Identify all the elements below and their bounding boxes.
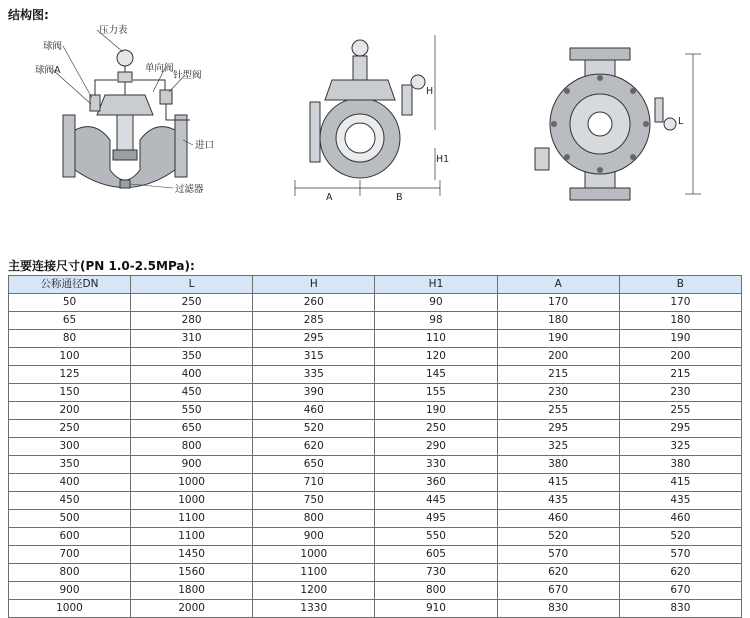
- cell-a: 200: [497, 348, 619, 366]
- cell-l: 1450: [131, 546, 253, 564]
- table-row: [9, 474, 742, 492]
- cell-dn: 800: [9, 564, 131, 582]
- cell-a: 570: [497, 546, 619, 564]
- cell-dn: 1000: [9, 600, 131, 618]
- table-row: [9, 330, 742, 348]
- cell-dn: 350: [9, 456, 131, 474]
- cell-a: 230: [497, 384, 619, 402]
- cell-a: 215: [497, 366, 619, 384]
- cell-h1: 495: [375, 510, 497, 528]
- cell-l: 450: [131, 384, 253, 402]
- cell-h: 900: [253, 528, 375, 546]
- cell-dn: 250: [9, 420, 131, 438]
- table-row: [9, 510, 742, 528]
- cell-l: 1000: [131, 474, 253, 492]
- cell-a: 190: [497, 330, 619, 348]
- cell-b: 380: [619, 456, 741, 474]
- cell-a: 520: [497, 528, 619, 546]
- table-row: [9, 600, 742, 618]
- cell-b: 255: [619, 402, 741, 420]
- cell-h1: 330: [375, 456, 497, 474]
- cell-b: 200: [619, 348, 741, 366]
- table-header-row: [9, 276, 742, 294]
- cell-l: 900: [131, 456, 253, 474]
- table-row: [9, 456, 742, 474]
- cell-h1: 290: [375, 438, 497, 456]
- cell-l: 550: [131, 402, 253, 420]
- table-row: [9, 564, 742, 582]
- cell-dn: 600: [9, 528, 131, 546]
- cell-b: 620: [619, 564, 741, 582]
- table-body: [9, 294, 742, 618]
- cell-b: 190: [619, 330, 741, 348]
- cell-l: 1000: [131, 492, 253, 510]
- header-dn: 公称通径DN: [9, 276, 131, 294]
- cell-b: 180: [619, 312, 741, 330]
- header-a: A: [497, 276, 619, 294]
- label-check-valve: 单向阀: [145, 63, 174, 74]
- cell-a: 380: [497, 456, 619, 474]
- table-row: [9, 528, 742, 546]
- cell-b: 435: [619, 492, 741, 510]
- cell-h1: 250: [375, 420, 497, 438]
- cell-dn: 150: [9, 384, 131, 402]
- valve-side-drawing: [515, 28, 705, 218]
- cell-b: 830: [619, 600, 741, 618]
- table-row: [9, 312, 742, 330]
- label-pressure-gauge: 压力表: [99, 25, 128, 36]
- cell-l: 1560: [131, 564, 253, 582]
- cell-h1: 90: [375, 294, 497, 312]
- table-row: [9, 294, 742, 312]
- cell-b: 170: [619, 294, 741, 312]
- header-b: B: [619, 276, 741, 294]
- cell-h: 335: [253, 366, 375, 384]
- table-row: [9, 420, 742, 438]
- cell-dn: 80: [9, 330, 131, 348]
- valve-section-drawing: [35, 20, 225, 205]
- cell-h1: 110: [375, 330, 497, 348]
- label-needle-valve: 针型阀: [173, 70, 202, 81]
- cell-l: 350: [131, 348, 253, 366]
- cell-h: 1000: [253, 546, 375, 564]
- cell-h1: 155: [375, 384, 497, 402]
- cell-b: 670: [619, 582, 741, 600]
- cell-h: 620: [253, 438, 375, 456]
- cell-h: 800: [253, 510, 375, 528]
- cell-dn: 100: [9, 348, 131, 366]
- table-row: [9, 492, 742, 510]
- cell-dn: 125: [9, 366, 131, 384]
- cell-a: 620: [497, 564, 619, 582]
- table-row: [9, 438, 742, 456]
- table-row: [9, 366, 742, 384]
- dimensions-title: 主要连接尺寸(PN 1.0-2.5MPa):: [8, 259, 195, 273]
- cell-h1: 190: [375, 402, 497, 420]
- header-l: L: [131, 276, 253, 294]
- header-h1: H1: [375, 276, 497, 294]
- cell-l: 800: [131, 438, 253, 456]
- cell-a: 830: [497, 600, 619, 618]
- label-ball-valve: 球阀: [43, 41, 63, 52]
- dimensions-table: [8, 275, 742, 618]
- cell-l: 1100: [131, 528, 253, 546]
- cell-dn: 450: [9, 492, 131, 510]
- cell-l: 650: [131, 420, 253, 438]
- cell-h: 650: [253, 456, 375, 474]
- cell-a: 460: [497, 510, 619, 528]
- cell-h: 520: [253, 420, 375, 438]
- cell-dn: 900: [9, 582, 131, 600]
- cell-l: 280: [131, 312, 253, 330]
- cell-h1: 120: [375, 348, 497, 366]
- cell-dn: 65: [9, 312, 131, 330]
- cell-h: 460: [253, 402, 375, 420]
- cell-l: 400: [131, 366, 253, 384]
- cell-dn: 700: [9, 546, 131, 564]
- cell-b: 215: [619, 366, 741, 384]
- cell-a: 295: [497, 420, 619, 438]
- label-dim-b: B: [396, 192, 403, 203]
- cell-l: 250: [131, 294, 253, 312]
- cell-b: 325: [619, 438, 741, 456]
- cell-h: 750: [253, 492, 375, 510]
- cell-dn: 200: [9, 402, 131, 420]
- structure-title: 结构图:: [8, 8, 49, 22]
- cell-h1: 98: [375, 312, 497, 330]
- label-filter: 过滤器: [175, 184, 204, 195]
- cell-a: 325: [497, 438, 619, 456]
- cell-l: 310: [131, 330, 253, 348]
- header-h: H: [253, 276, 375, 294]
- cell-h1: 445: [375, 492, 497, 510]
- cell-h1: 800: [375, 582, 497, 600]
- cell-l: 2000: [131, 600, 253, 618]
- cell-b: 415: [619, 474, 741, 492]
- table-row: [9, 384, 742, 402]
- cell-dn: 400: [9, 474, 131, 492]
- cell-a: 670: [497, 582, 619, 600]
- cell-a: 170: [497, 294, 619, 312]
- cell-h: 1200: [253, 582, 375, 600]
- cell-dn: 300: [9, 438, 131, 456]
- cell-h: 285: [253, 312, 375, 330]
- table-row: [9, 582, 742, 600]
- cell-h: 710: [253, 474, 375, 492]
- cell-a: 180: [497, 312, 619, 330]
- cell-dn: 500: [9, 510, 131, 528]
- cell-a: 415: [497, 474, 619, 492]
- valve-front-drawing: [290, 30, 450, 210]
- label-dim-h: H: [426, 86, 434, 97]
- label-dim-h1: H1: [436, 154, 450, 165]
- cell-h1: 910: [375, 600, 497, 618]
- cell-h1: 145: [375, 366, 497, 384]
- cell-b: 295: [619, 420, 741, 438]
- table-row: [9, 546, 742, 564]
- cell-h: 390: [253, 384, 375, 402]
- table-row: [9, 402, 742, 420]
- cell-l: 1100: [131, 510, 253, 528]
- cell-h: 1100: [253, 564, 375, 582]
- cell-h: 295: [253, 330, 375, 348]
- cell-a: 255: [497, 402, 619, 420]
- label-ball-valve-a: 球阀A: [35, 65, 61, 76]
- cell-h1: 605: [375, 546, 497, 564]
- cell-h: 1330: [253, 600, 375, 618]
- cell-h: 315: [253, 348, 375, 366]
- cell-h1: 360: [375, 474, 497, 492]
- label-inlet: 进口: [195, 140, 215, 151]
- cell-a: 435: [497, 492, 619, 510]
- cell-h: 260: [253, 294, 375, 312]
- cell-h1: 730: [375, 564, 497, 582]
- cell-l: 1800: [131, 582, 253, 600]
- table-row: [9, 348, 742, 366]
- cell-h1: 550: [375, 528, 497, 546]
- label-dim-a: A: [326, 192, 333, 203]
- cell-b: 520: [619, 528, 741, 546]
- label-dim-l: L: [678, 116, 684, 127]
- cell-b: 460: [619, 510, 741, 528]
- cell-dn: 50: [9, 294, 131, 312]
- cell-b: 230: [619, 384, 741, 402]
- cell-b: 570: [619, 546, 741, 564]
